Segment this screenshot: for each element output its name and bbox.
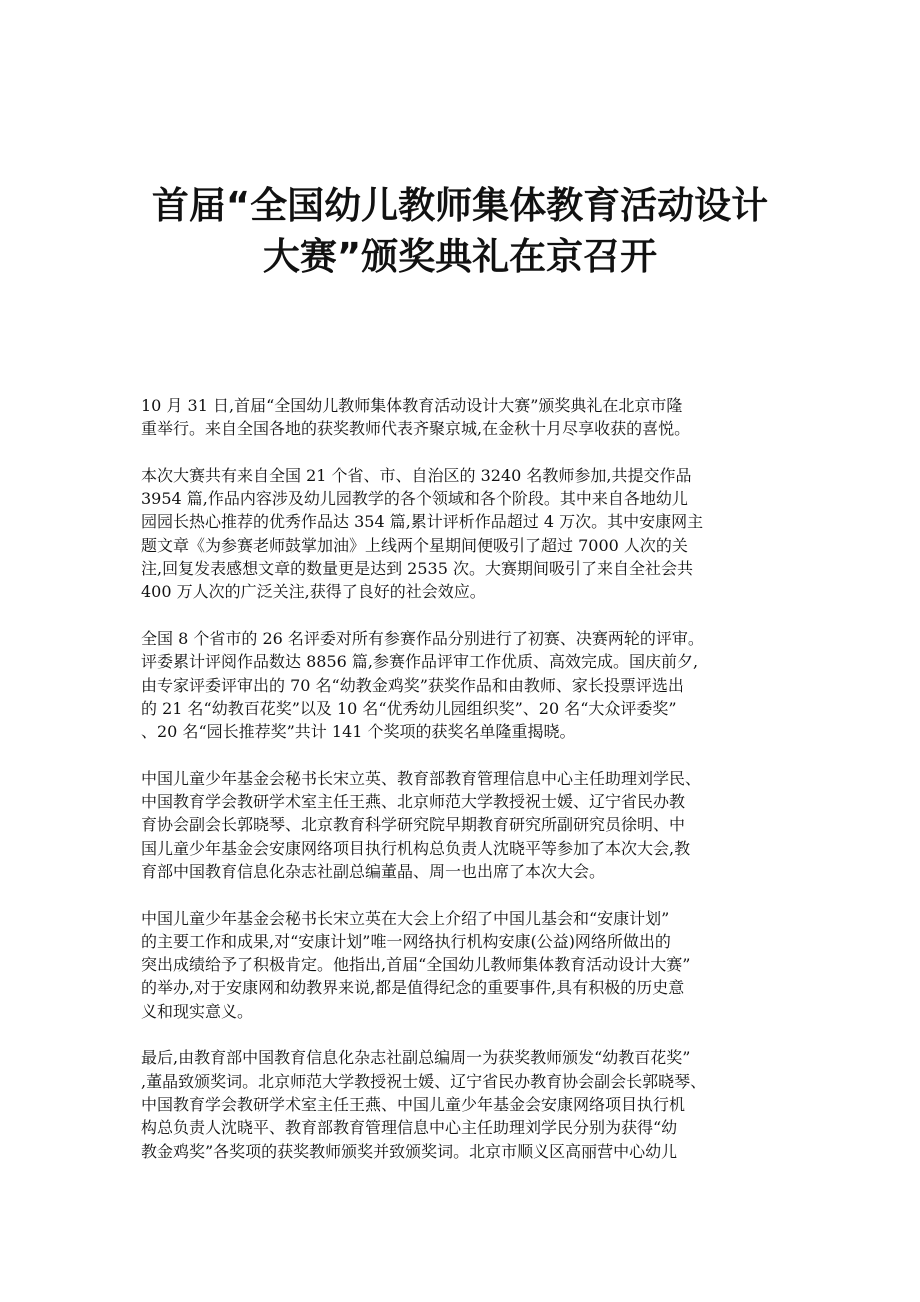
article-title-line-1: 首届“全国幼儿教师集体教育活动设计: [151, 184, 769, 227]
paragraph-3: [141, 627, 801, 743]
paragraph-line: 中国教育学会教研学术室主任王燕、中国儿童少年基金会安康网络项目执行机: [141, 1094, 686, 1114]
paragraph-line: 注,回复发表感想文章的数量更是达到 2535 次。大赛期间吸引了来自全社会共: [141, 559, 693, 579]
paragraph-line: 突出成绩给予了积极肯定。他指出,首届“全国幼儿教师集体教育活动设计大赛”: [141, 955, 691, 975]
paragraph-line: 题文章《为参赛老师鼓掌加油》上线两个星期间便吸引了超过 7000 人次的关: [141, 535, 688, 555]
paragraph-line: 国儿童少年基金会安康网络项目执行机构总负责人沈晓平等参加了本次大会,教: [141, 838, 691, 858]
article-body: [141, 394, 801, 1186]
paragraph-5: [141, 907, 801, 1023]
paragraph-line: 育部中国教育信息化杂志社副总编董晶、周一也出席了本次大会。: [141, 861, 606, 881]
paragraph-2: [141, 464, 801, 604]
paragraph-line: 最后,由教育部中国教育信息化杂志社副总编周一为获奖教师颁发“幼教百花奖”: [141, 1048, 691, 1068]
paragraph-line: 3954 篇,作品内容涉及幼儿园教学的各个领域和各个阶段。其中来自各地幼儿: [141, 489, 688, 509]
article-title-line-2: 大赛”颁奖典礼在京召开: [262, 235, 658, 278]
paragraph-line: 构总负责人沈晓平、教育部教育管理信息中心主任助理刘学民分别为获得“幼: [141, 1118, 678, 1138]
paragraph-line: 的举办,对于安康网和幼教界来说,都是值得纪念的重要事件,具有积极的历史意: [141, 978, 685, 998]
paragraph-line: 园园长热心推荐的优秀作品达 354 篇,累计评析作品超过 4 万次。其中安康网主: [141, 512, 704, 532]
paragraph-line: 重举行。来自全国各地的获奖教师代表齐聚京城,在金秋十月尽享收获的喜悦。: [141, 419, 691, 439]
paragraph-1: [141, 394, 801, 441]
paragraph-line: 本次大赛共有来自全国 21 个省、市、自治区的 3240 名教师参加,共提交作品: [141, 465, 692, 485]
paragraph-line: 400 万人次的广泛关注,获得了良好的社会效应。: [141, 582, 486, 602]
paragraph-line: 、20 名“园长推荐奖”共计 141 个奖项的获奖名单隆重揭晓。: [141, 722, 576, 742]
paragraph-line: 义和现实意义。: [141, 1001, 254, 1021]
paragraph-line: 中国教育学会教研学术室主任王燕、北京师范大学教授祝士媛、辽宁省民办教: [141, 792, 686, 812]
paragraph-line: 中国儿童少年基金会秘书长宋立英、教育部教育管理信息中心主任助理刘学民、: [141, 768, 702, 788]
paragraph-line: 的 21 名“幼教百花奖”以及 10 名“优秀幼儿园组织奖”、20 名“大众评委奖”: [141, 698, 677, 718]
paragraph-4: [141, 767, 801, 883]
paragraph-line: 由专家评委评审出的 70 名“幼教金鸡奖”获奖作品和由教师、家长投票评选出: [141, 675, 684, 695]
paragraph-line: ,董晶致颁奖词。北京师范大学教授祝士媛、辽宁省民办教育协会副会长郭晓琴、: [141, 1071, 707, 1091]
paragraph-line: 评委累计评阅作品数达 8856 篇,参赛作品评审工作优质、高效完成。国庆前夕,: [141, 652, 699, 672]
paragraph-line: 育协会副会长郭晓琴、北京教育科学研究院早期教育研究所副研究员徐明、中: [141, 815, 686, 835]
paragraph-line: 教金鸡奖”各奖项的获奖教师颁奖并致颁奖词。北京市顺义区高丽营中心幼儿: [141, 1141, 678, 1161]
paragraph-line: 10 月 31 日,首届“全国幼儿教师集体教育活动设计大赛”颁奖典礼在北京市隆: [141, 396, 683, 415]
paragraph-6: [141, 1046, 801, 1162]
paragraph-line: 中国儿童少年基金会秘书长宋立英在大会上介绍了中国儿基会和“安康计划”: [141, 908, 670, 928]
article-title: [100, 180, 820, 282]
paragraph-line: 的主要工作和成果,对“安康计划”唯一网络执行机构安康(公益)网络所做出的: [141, 931, 671, 951]
paragraph-line: 全国 8 个省市的 26 名评委对所有参赛作品分别进行了初赛、决赛两轮的评审。: [141, 628, 704, 648]
